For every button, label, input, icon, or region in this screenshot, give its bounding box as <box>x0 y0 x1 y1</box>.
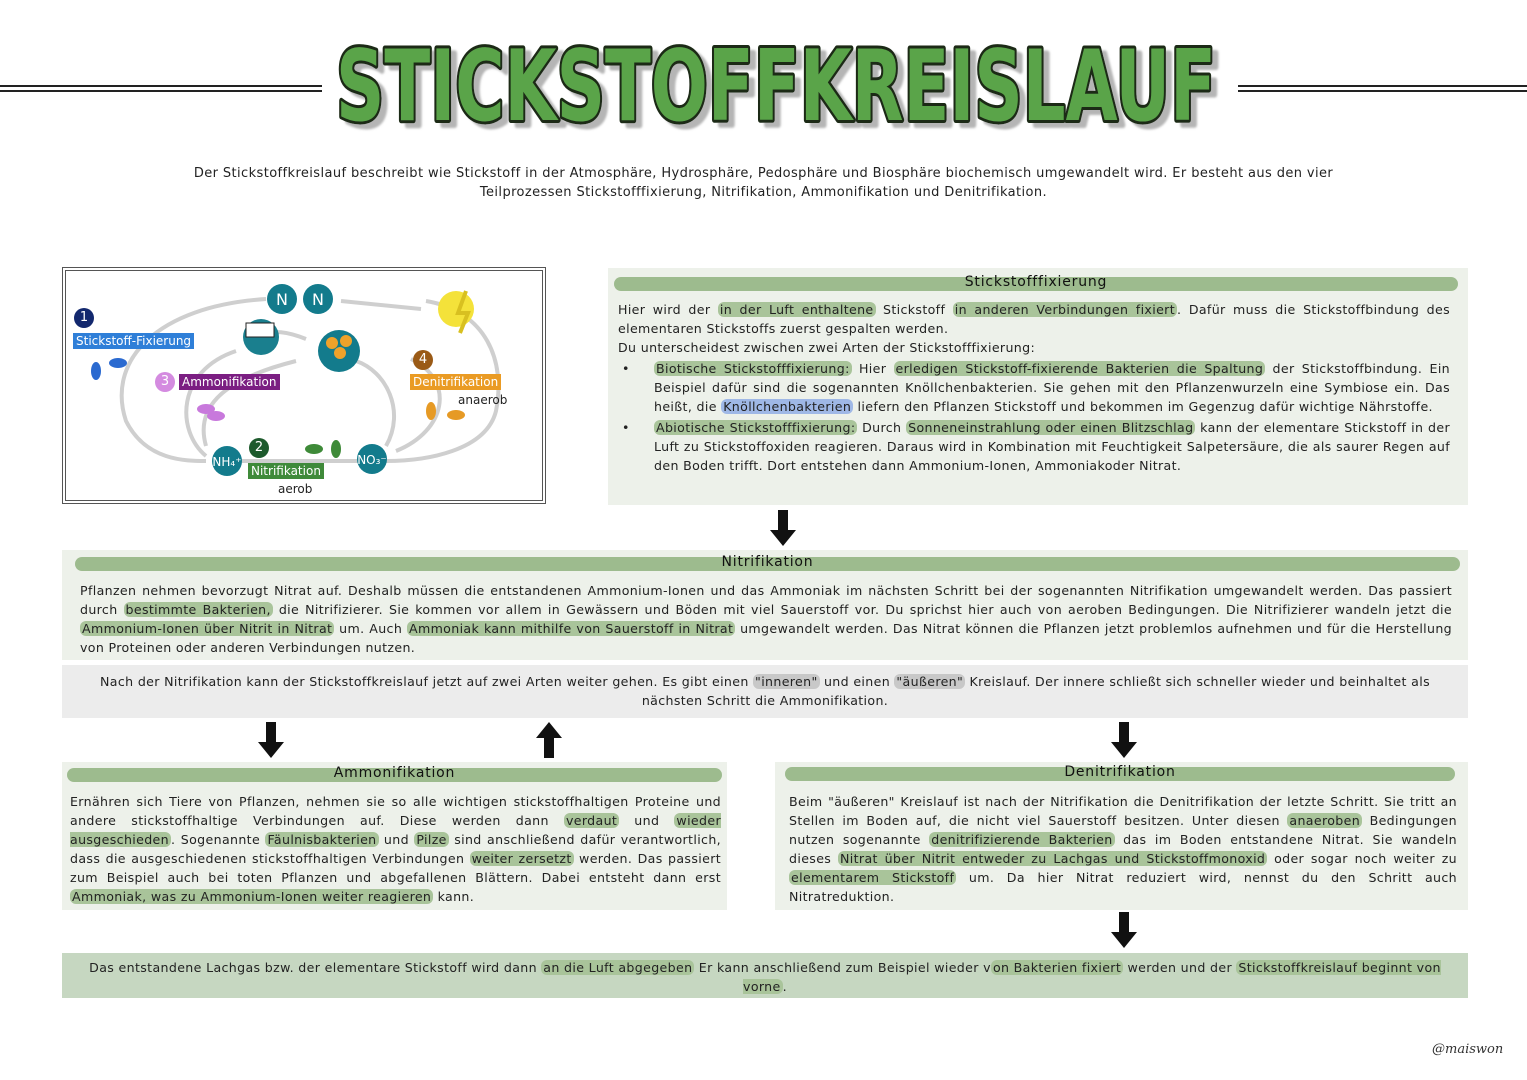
highlighted-text: Sonneneinstrahlung oder einen Blitzschlag <box>908 420 1194 435</box>
text-segment: Du unterscheidest zwischen zwei Arten der Stickstofffixierung: <box>618 340 1036 355</box>
highlighted-text: Abiotische Stickstofffixierung: <box>656 420 856 435</box>
highlighted-text: Fäulnisbakterien <box>267 832 377 847</box>
highlighted-text: Ammoniak kann mithilfe von Sauerstoff in Nitrat <box>408 621 734 636</box>
text-segment: Pflanzen nehmen bevorzugt Nitrat auf. Deshalb müssen die entstandenen Ammonium-Ionen und das Ammoniak im nächsten Schritt bei der sogenannten Nitrifikation umgewandelt werden. Das passiert durch <box>80 583 1452 617</box>
highlighted-text: in anderen Verbindungen fixiert <box>954 302 1175 317</box>
highlighted-text: erledigen Stickstoff-fixierende Bakterien die Spaltung <box>895 361 1264 376</box>
step-1-number: 1 <box>74 308 94 328</box>
text-segment: um. Auch <box>334 621 407 636</box>
page-title <box>330 30 1230 145</box>
highlighted-text: "äußeren" <box>896 674 964 689</box>
section-header-bar <box>67 765 722 782</box>
text-segment: und <box>619 813 675 828</box>
highlighted-text: elementarem Stickstoff <box>791 870 955 885</box>
nh4-label: NH₄⁺ <box>212 455 242 469</box>
arrow-to-n2 <box>341 301 421 309</box>
highlighted-text: "inneren" <box>755 674 818 689</box>
section-title: Stickstofffixierung <box>964 274 1108 290</box>
no3-label: NO₃⁻ <box>357 453 387 467</box>
highlighted-text: verdaut <box>565 813 618 828</box>
title-text: STICKSTOFFKREISLAUF <box>336 30 1216 144</box>
highlighted-text: wieder ausgeschieden <box>70 813 721 847</box>
text-segment: Das entstandene Lachgas bzw. der elementare Stickstoff wird dann <box>89 960 542 975</box>
text-segment: Kreislauf. Der innere schließt sich schneller wieder und beinhaltet als nächsten Schritt die Ammonifikation. <box>641 674 1430 708</box>
arrow-down-icon <box>258 722 284 758</box>
paragraph <box>80 581 1452 657</box>
step-3-label: Ammonifikation <box>179 374 280 390</box>
text-segment: Er kann anschließend zum Beispiel wieder v <box>694 960 991 975</box>
arrow-up-icon <box>536 722 562 758</box>
highlighted-text: Pilze <box>416 832 447 847</box>
step-4-condition: anaerob <box>458 393 508 407</box>
arrow-down-icon <box>1111 912 1137 948</box>
text-segment: werden und der <box>1123 960 1237 975</box>
n-label-2: N <box>312 290 324 309</box>
highlighted-text: Nitrat über Nitrit entweder zu Lachgas und Stickstoffmonoxid <box>840 851 1266 866</box>
title-rule-left <box>0 85 322 92</box>
highlighted-text: Stickstoffkreislauf beginnt von vorne <box>743 960 1441 994</box>
section-conclusion <box>62 953 1468 998</box>
arrow-down-icon <box>770 510 796 546</box>
sun-lightning-icon <box>438 291 474 327</box>
cow-body <box>246 323 274 337</box>
section-header-bar <box>614 274 1458 291</box>
highlighted-text: bestimmte Bakterien, <box>125 602 271 617</box>
highlighted-text: Ammonium-Ionen über Nitrit in Nitrat <box>82 621 333 636</box>
title-rule-right <box>1238 85 1527 92</box>
text-segment: das im Boden entstandene Nitrat. Sie wandeln dieses <box>789 832 1458 866</box>
intro-text: Der Stickstoffkreislauf beschreibt wie Stickstoff in der Atmosphäre, Hydrosphäre, Pedosphäre und Biosphäre biochemisch umgewandelt wird. Er besteht aus den vier Teilprozessen Stickstofffixierung, Nitrifikation, Ammonifikation und Denitrifikation. <box>193 166 1334 200</box>
text-segment: umgewandelt werden. Das Nitrat können die Pflanzen jetzt problemlos aufnehmen und für die Herstellung von Proteinen oder anderen Verbindungen nutzen. <box>80 621 1453 655</box>
text-segment: Beim "äußeren" Kreislauf ist nach der Nitrifikation die Denitrifikation der letzte Schritt. Sie tritt an Stellen im Boden auf, die nicht viel Sauerstoff besitzen. Unter diesen <box>789 794 1457 828</box>
highlighted-text: anaeroben <box>1289 813 1361 828</box>
text-segment: Hier <box>851 361 894 376</box>
text-segment: und <box>378 832 415 847</box>
section-denitrifikation <box>775 762 1468 910</box>
bacteria-blue-icon <box>91 358 127 380</box>
bullet-abiotic <box>618 418 1450 475</box>
highlighted-text: weiter zersetzt <box>471 851 572 866</box>
text-segment: Hier wird der <box>618 302 718 317</box>
highlighted-text: Biotische Stickstofffixierung: <box>656 361 850 376</box>
arrow-down-icon <box>1111 722 1137 758</box>
n-label-1: N <box>276 290 288 309</box>
bullet-biotic <box>618 359 1450 416</box>
highlighted-text: denitrifizierende Bakterien <box>931 832 1113 847</box>
step-2-condition: aerob <box>278 482 313 496</box>
text-segment: sind anschließend dafür verantwortlich, dass die ausgeschiedenen stickstoffhaltigen Verbindungen <box>70 832 722 866</box>
text-segment: Stickstoff <box>875 302 953 317</box>
section-title: Nitrifikation <box>721 554 814 570</box>
section-title: Ammonifikation <box>333 765 456 781</box>
text-segment: Ernähren sich Tiere von Pflanzen, nehmen sie so alle wichtigen stickstoffhaltigen Proteine und andere stickstoffhaltige Verbindungen auf. Diese werden dann <box>70 794 721 828</box>
paragraph <box>618 300 1450 338</box>
bacteria-purple-icon <box>197 404 225 421</box>
cycle-diagram <box>62 267 546 504</box>
step-2-number: 2 <box>249 438 269 458</box>
paragraph <box>789 792 1457 906</box>
text-segment: Nach der Nitrifikation kann der Stickstoffkreislauf jetzt auf zwei Arten weiter gehen. Es gibt einen <box>100 674 754 689</box>
text-segment: Bedingungen nutzen sogenannte <box>789 813 1457 847</box>
paragraph <box>70 792 721 906</box>
text-segment: . Dafür muss die Stickstoffbindung des elementaren Stickstoffs zuerst gespalten werden. <box>618 302 1450 336</box>
author-signature: @maiswon <box>1432 1042 1504 1057</box>
highlighted-text: Ammoniak, was zu Ammonium-Ionen weiter reagieren <box>72 889 432 904</box>
step-4-label: Denitrifikation <box>410 374 501 390</box>
text-segment: kann der elementare Stickstoff in der Luft zu Stickstoffoxiden reagieren. Daraus wird in Kombination mit Feuchtigkeit Salpetersäure, die als saurer Regen auf den Boden trifft. Dort entstehen dann Ammonium-Ionen, Ammoniakoder Nitrat. <box>654 420 1450 473</box>
step-3-number: 3 <box>155 372 175 392</box>
text-segment: kann. <box>433 889 475 904</box>
section-nitrifikation <box>62 550 1468 660</box>
text-segment: werden. Das passiert zum Beispiel auch bei toten Pflanzen und abgefallenen Blättern. Dabei entsteht dann erst <box>70 851 722 885</box>
text-segment: der Stickstoffbindung. Ein Beispiel dafür sind die sogenannten Knöllchenbakterien. Sie gehen mit den Pflanzenwurzeln eine Symbiose ein. Das heißt, die <box>654 361 1451 414</box>
text-segment: und einen <box>819 674 895 689</box>
step-2-label: Nitrifikation <box>248 463 324 479</box>
highlighted-text: an die Luft abgegeben <box>543 960 693 975</box>
paragraph <box>618 338 1450 357</box>
text-segment: . Sogenannte <box>171 832 266 847</box>
paragraph <box>92 672 1438 710</box>
highlighted-text: on Bakterien fixiert <box>992 960 1122 975</box>
bacteria-green-icon <box>305 440 341 458</box>
highlighted-text: Knöllchenbakterien <box>723 399 852 414</box>
section-stickstofffixierung <box>608 268 1468 505</box>
text-segment: . <box>782 979 787 994</box>
highlighted-text: in der Luft enthaltene <box>719 302 874 317</box>
paragraph <box>76 958 1454 996</box>
section-ammonifikation <box>62 762 727 910</box>
text-segment: liefern den Pflanzen Stickstoff und bekommen im Gegenzug dafür wichtige Nährstoffe. <box>853 399 1433 414</box>
arrow-no3-to-plant <box>356 361 394 446</box>
section-header-bar <box>75 554 1460 571</box>
step-1-label: Stickstoff-Fixierung <box>73 333 194 349</box>
text-segment: oder sogar noch weiter zu <box>1267 851 1457 866</box>
text-segment: Durch <box>857 420 907 435</box>
text-segment: um. Da hier Nitrat reduziert wird, nennst du den Schritt auch Nitratreduktion. <box>789 870 1457 904</box>
section-title: Denitrifikation <box>1064 764 1176 780</box>
section-transition <box>62 665 1468 718</box>
text-segment: die Nitrifizierer. Sie kommen vor allem in Gewässern und Böden mit viel Sauerstoff vor. Du sprichst hier auch von aeroben Bedingungen. Die Nitrifizierer wandeln jetzt die <box>272 602 1453 617</box>
section-header-bar <box>785 764 1455 781</box>
step-4-number: 4 <box>413 350 433 370</box>
